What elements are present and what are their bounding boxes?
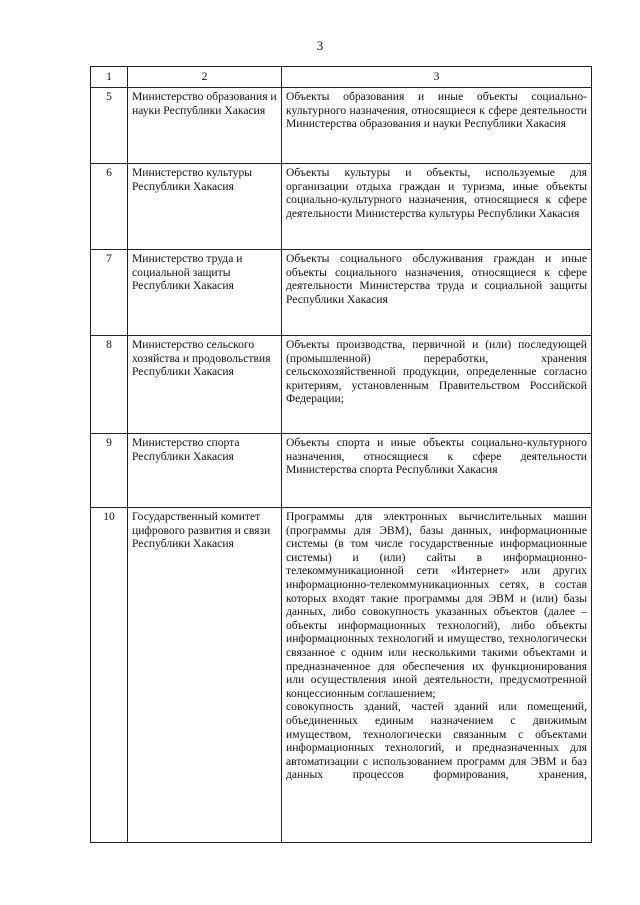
header-col-2: 2: [128, 67, 282, 88]
table-row: [91, 88, 592, 164]
objects-paragraph: Программы для электронных вычислительных машин (программы для ЭВМ), базы данных, информационные системы (в том числе государственные информационные системы) и (или) сайты в информационно-телекоммуникационной сети «Интернет» или других информационно-телекоммуникационных сетях, в состав которых входят такие программы для ЭВМ и (или) базы данных, либо совокупность указанных объектов (далее – объекты информационных технологий), либо объекты информационных технологий и имущество, технологически связанное с одним или несколькими такими объектами и предназначенное для обеспечения их функционирования или осуществления иной деятельности, предусмотренной концессионным соглашением;: [286, 510, 587, 700]
row-number: 10: [91, 508, 128, 843]
objects-description: Объекты образования и иные объекты социально-культурного назначения, относящиеся к сфере деятельности Министерства образования и науки Республики Хакасия: [282, 88, 592, 164]
agency-name: Министерство культуры Республики Хакасия: [128, 164, 282, 250]
objects-description: [282, 508, 592, 843]
objects-description: Объекты производства, первичной и (или) последующей (промышленной) переработки, хранения сельскохозяйственной продукции, определенные согласно критериям, установленным Правительством Российской Федерации;: [282, 336, 592, 434]
row-number: 9: [91, 434, 128, 508]
table-row: [91, 508, 592, 843]
agency-name: Государственный комитет цифрового развития и связи Республики Хакасия: [128, 508, 282, 843]
objects-description: Объекты культуры и объекты, используемые для организации отдыха граждан и туризма, иные объекты социально-культурного назначения, относящиеся к сфере деятельности Министерства культуры Республики Хакасия: [282, 164, 592, 250]
table-row: [91, 164, 592, 250]
table-row: [91, 434, 592, 508]
table-row: [91, 250, 592, 336]
header-col-3: 3: [282, 67, 592, 88]
row-number: 6: [91, 164, 128, 250]
page-number: 3: [316, 38, 324, 53]
agency-name: Министерство сельского хозяйства и продовольствия Республики Хакасия: [128, 336, 282, 434]
objects-paragraph: совокупность зданий, частей зданий или помещений, объединенных единым назначением с движимым имуществом, технологически связанным с объектами информационных технологий, и предназначенных для автоматизации с использованием программ для ЭВМ и баз данных процессов формирования, хранения,: [286, 700, 587, 782]
agency-name: Министерство образования и науки Республики Хакасия: [128, 88, 282, 164]
header-col-1: 1: [91, 67, 128, 88]
row-number: 5: [91, 88, 128, 164]
table-row: [91, 336, 592, 434]
objects-description: Объекты спорта и иные объекты социально-культурного назначения, относящиеся к сфере деятельности Министерства спорта Республики Хакасия: [282, 434, 592, 508]
agency-name: Министерство спорта Республики Хакасия: [128, 434, 282, 508]
row-number: 7: [91, 250, 128, 336]
agency-name: Министерство труда и социальной защиты Республики Хакасия: [128, 250, 282, 336]
document-table: [90, 66, 592, 843]
objects-description: Объекты социального обслуживания граждан и иные объекты социального назначения, относящиеся к сфере деятельности Министерства труда и социальной защиты Республики Хакасия: [282, 250, 592, 336]
table-header-row: [91, 67, 592, 88]
row-number: 8: [91, 336, 128, 434]
